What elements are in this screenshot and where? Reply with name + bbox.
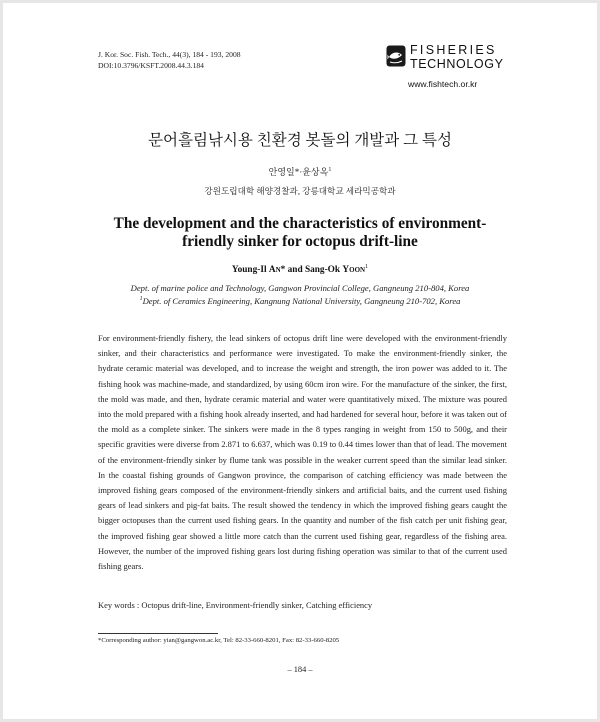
logo-line-1: FISHERIES bbox=[410, 43, 497, 57]
affiliation2-text: Dept. of Ceramics Engineering, Kangnung National University, Gangneung 210-702, Korea bbox=[142, 296, 461, 306]
journal-url[interactable]: www.fishtech.or.kr bbox=[408, 79, 478, 89]
author-joiner: and bbox=[285, 265, 305, 276]
journal-citation: J. Kor. Soc. Fish. Tech., 44(3), 184 - 193, 2008 bbox=[98, 50, 241, 59]
author1-given-name: Young-Il bbox=[231, 265, 269, 276]
korean-author-names: 안영일*·윤상옥 bbox=[268, 167, 329, 177]
english-title bbox=[3, 215, 597, 251]
author1-family-name: An bbox=[268, 265, 281, 276]
english-title-line-1: The development and the characteristics of environment- bbox=[113, 215, 487, 232]
korean-author-mark: 1 bbox=[328, 167, 332, 173]
author2-family-name: Yoon bbox=[342, 265, 366, 276]
footnote-divider bbox=[98, 633, 218, 634]
affiliation2-mark: 1 bbox=[139, 296, 143, 303]
paper-page bbox=[3, 3, 597, 719]
fish-emblem-icon bbox=[386, 45, 406, 67]
english-affiliation-1: Dept. of marine police and Technology, Gangwon Provincial College, Gangneung 210-804, Korea bbox=[130, 283, 470, 293]
page-number: – 184 – bbox=[287, 665, 313, 674]
english-title-line-2: friendly sinker for octopus drift-line bbox=[182, 233, 418, 250]
corresponding-author-footnote: *Corresponding author: yian@gangwon.ac.kr, Tel: 82-33-660-8201, Fax: 82-33-660-8205 bbox=[98, 637, 340, 644]
english-affiliation-2 bbox=[3, 296, 597, 306]
korean-affiliation: 강원도립대학 해양경찰과, 강릉대학교 세라믹공학과 bbox=[204, 186, 396, 196]
korean-authors bbox=[3, 165, 597, 178]
english-authors bbox=[3, 264, 597, 275]
author1-mark: * bbox=[280, 265, 286, 276]
logo-line-2: TECHNOLOGY bbox=[410, 57, 504, 71]
abstract-text: For environment-friendly fishery, the lead sinkers of octopus drift line were developed with the environment-friendly sinker, and their characteristics and performance were investigated. To make the environment-friendly sinker, the hydrate ceramic material was developed, and to increase the weight and strength, the iron power was added to it. The fishing hook was machine-made, and standardized, by using 60cm iron wire. For the manufacture of the sinker, the first, the mold was made, and then, hydrate ceramic material and water were quantitatively mixed. The mixture was poured into the mold prepared with a fishing hook already inserted, and had hardened for several hour, before it was taken out of the mold as a complete sinker. The sinkers were made in the 8 types ranging in weight from 150 to 500g, and their specific gravities were diverse from 2.871 to 6.637, which was 0.19 to 0.44 times lower than that of lead. The movement of the environment-friendly sinker by flume tank was possible in the weaker current speed than the similar lead sinker. In the coastal fishing grounds of Gangwon province, the comparison of catching efficiency was made between the improved fishing gears composed of the environment-friendly sinkers and artificial baits, and the current used fishing gears of lead sinkers and pig-fat baits. The result showed the tendency in which the improved fishing gears caught the bigger octopuses than the current used fishing gears. In the quantity and number of the fish catch per unit fishing gear, the improved fishing gear showed a little more catch than the current used fishing gear, regardless of the fishing area. However, the number of the improved fishing gears lost during fishing operation was similar to that of the current used fishing gears. bbox=[98, 333, 507, 572]
author2-given-name: Sang-Ok bbox=[304, 265, 343, 276]
journal-reference bbox=[98, 49, 241, 71]
korean-title: 문어흘림낚시용 친환경 봇돌의 개발과 그 특성 bbox=[148, 132, 452, 149]
journal-doi: DOI:10.3796/KSFT.2008.44.3.184 bbox=[98, 61, 204, 70]
author2-mark: 1 bbox=[365, 264, 369, 270]
journal-logo bbox=[386, 43, 516, 101]
keywords: Key words : Octopus drift-line, Environment-friendly sinker, Catching efficiency bbox=[98, 600, 373, 610]
